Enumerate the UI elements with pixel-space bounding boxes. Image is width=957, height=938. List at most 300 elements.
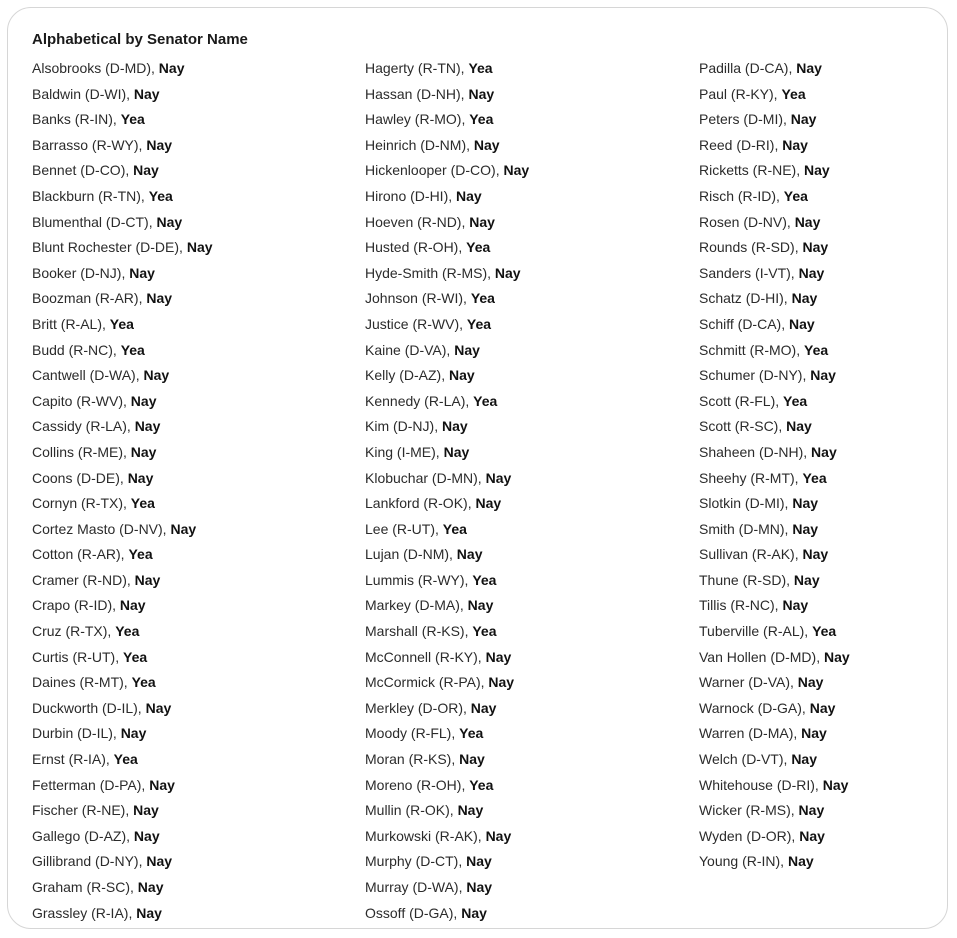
senator-entry: [699, 519, 850, 545]
senator-name: Hagerty (R-TN),: [365, 60, 469, 76]
vote-value: Nay: [134, 418, 161, 435]
senator-name: Moody (R-FL),: [365, 725, 460, 742]
vote-value: Nay: [793, 571, 820, 588]
senator-entry: [365, 698, 529, 724]
senator-entry: [32, 160, 213, 186]
vote-value: Nay: [137, 879, 164, 895]
senator-entry: [699, 698, 850, 724]
vote-value: Nay: [449, 367, 475, 384]
senator-name: Rounds (R-SD),: [699, 239, 803, 256]
senator-entry: [699, 570, 850, 596]
senator-name: Warner (D-VA),: [699, 674, 798, 691]
vote-value: Yea: [466, 239, 491, 256]
vote-value: Nay: [782, 597, 809, 614]
vote-value: Nay: [146, 290, 173, 307]
senator-name: Lujan (D-NM),: [365, 546, 457, 563]
senator-entry: [32, 365, 213, 391]
senator-entry: [365, 519, 529, 545]
senator-entry: [365, 263, 529, 289]
senator-entry: [32, 391, 213, 417]
senator-entry: [32, 851, 213, 877]
vote-value: Nay: [796, 60, 822, 76]
vote-value: Nay: [802, 239, 829, 256]
vote-value: Nay: [468, 85, 495, 102]
senator-name: Marshall (R-KS),: [365, 623, 473, 640]
senator-name: Hawley (R-MO),: [365, 111, 470, 128]
senator-entry: [699, 723, 850, 749]
senator-entry: [699, 109, 850, 135]
senator-name: Markey (D-MA),: [365, 597, 468, 614]
senator-entry: [699, 749, 850, 775]
vote-value: Nay: [485, 827, 512, 844]
senator-name: Blackburn (R-TN),: [32, 187, 149, 204]
senator-name: Sullivan (R-AK),: [699, 546, 803, 563]
vote-value: Yea: [472, 571, 497, 588]
senator-name: Moreno (R-OH),: [365, 776, 470, 793]
senator-entry: [699, 775, 850, 801]
senator-name: Young (R-IN),: [699, 853, 788, 870]
senator-name: Blunt Rochester (D-DE),: [32, 239, 187, 256]
senator-name: Schatz (D-HI),: [699, 290, 792, 307]
senator-entry: [32, 519, 213, 545]
senator-entry: [365, 595, 529, 621]
vote-value: Nay: [443, 443, 470, 460]
vote-value: Nay: [133, 162, 159, 179]
vote-value: Nay: [791, 290, 818, 307]
senator-name: Rosen (D-NV),: [699, 213, 795, 230]
senator-name: Murkowski (R-AK),: [365, 827, 486, 844]
senator-name: Coons (D-DE),: [32, 469, 128, 486]
senator-name: Van Hollen (D-MD),: [699, 648, 824, 665]
senator-entry: [699, 468, 850, 494]
senator-entry: [32, 263, 213, 289]
list-title: Alphabetical by Senator Name: [32, 31, 248, 48]
senator-entry: [699, 84, 850, 110]
vote-value: Yea: [113, 751, 138, 768]
senator-entry: [365, 877, 529, 903]
senator-name: Klobuchar (D-MN),: [365, 469, 486, 486]
vote-value: Nay: [129, 264, 155, 281]
vote-value: Nay: [127, 469, 154, 486]
senator-name: Paul (R-KY),: [699, 85, 782, 102]
senator-entry: [365, 391, 529, 417]
senator-entry: [365, 749, 529, 775]
senator-name: Duckworth (D-IL),: [32, 699, 146, 716]
vote-value: Nay: [143, 367, 170, 384]
vote-value: Nay: [146, 853, 173, 870]
senator-entry: [365, 314, 529, 340]
vote-value: Nay: [133, 85, 160, 102]
senator-name: King (I-ME),: [365, 443, 444, 460]
senator-name: Warren (D-MA),: [699, 725, 802, 742]
senator-entry: [32, 84, 213, 110]
senator-name: Crapo (R-ID),: [32, 597, 120, 614]
senator-entry: [699, 672, 850, 698]
vote-value: Nay: [797, 674, 824, 691]
senator-entry: [365, 186, 529, 212]
senator-entry: [32, 723, 213, 749]
senator-name: Durbin (D-IL),: [32, 725, 121, 742]
senator-entry: [32, 109, 213, 135]
senator-name: Fetterman (D-PA),: [32, 776, 150, 793]
senator-column-1: [32, 58, 213, 928]
vote-value: Nay: [792, 520, 819, 537]
senator-name: Smith (D-MN),: [699, 520, 793, 537]
senator-entry: [699, 186, 850, 212]
vote-value: Nay: [454, 341, 480, 358]
senator-name: Boozman (R-AR),: [32, 290, 147, 307]
senator-name: Warnock (D-GA),: [699, 699, 810, 716]
vote-value: Yea: [804, 341, 829, 358]
senator-name: Budd (R-NC),: [32, 341, 121, 358]
senator-name: Peters (D-MI),: [699, 111, 791, 128]
senator-entry: [699, 851, 850, 877]
senator-name: Cramer (R-ND),: [32, 571, 135, 588]
senator-name: Collins (R-ME),: [32, 443, 131, 460]
senator-name: Merkley (D-OR),: [365, 699, 471, 716]
senator-entry: [32, 544, 213, 570]
senator-name: Tillis (R-NC),: [699, 597, 783, 614]
vote-value: Nay: [790, 111, 817, 128]
senator-name: Graham (R-SC),: [32, 879, 138, 895]
senator-name: Ossoff (D-GA),: [365, 904, 462, 921]
vote-value: Yea: [802, 469, 827, 486]
senator-name: Moran (R-KS),: [365, 751, 460, 768]
senator-name: Blumenthal (D-CT),: [32, 213, 157, 230]
vote-value: Yea: [469, 111, 494, 128]
senator-name: Wicker (R-MS),: [699, 802, 799, 819]
vote-value: Nay: [787, 853, 814, 870]
senator-name: Johnson (R-WI),: [365, 290, 471, 307]
vote-value: Yea: [131, 674, 156, 691]
senator-entry: [32, 58, 213, 84]
vote-value: Nay: [488, 674, 515, 691]
vote-value: Nay: [503, 162, 530, 179]
senator-entry: [699, 621, 850, 647]
vote-value: Yea: [128, 546, 153, 563]
senator-entry: [32, 212, 213, 238]
vote-value: Nay: [170, 520, 197, 537]
senator-entry: [365, 621, 529, 647]
senator-name: Schiff (D-CA),: [699, 315, 789, 332]
senator-name: Kelly (D-AZ),: [365, 367, 449, 384]
vote-value: Yea: [120, 341, 145, 358]
senator-name: Barrasso (R-WY),: [32, 136, 147, 153]
senator-name: Scott (R-SC),: [699, 418, 787, 435]
senator-name: Capito (R-WV),: [32, 392, 131, 409]
senator-entry: [699, 365, 850, 391]
vote-value: Nay: [782, 136, 808, 153]
senator-entry: [699, 800, 850, 826]
senator-entry: [365, 288, 529, 314]
senator-entry: [32, 186, 213, 212]
vote-value: Nay: [442, 418, 468, 435]
senator-name: Alsobrooks (D-MD),: [32, 60, 159, 76]
vote-value: Nay: [134, 571, 161, 588]
vote-value: Nay: [133, 827, 160, 844]
vote-value: Nay: [822, 776, 849, 793]
senator-name: Schumer (D-NY),: [699, 367, 811, 384]
vote-value: Yea: [466, 315, 492, 332]
senator-entry: [365, 416, 529, 442]
senator-entry: [699, 160, 850, 186]
senator-name: Thune (R-SD),: [699, 571, 794, 588]
vote-value: Nay: [792, 495, 819, 512]
senator-entry: [365, 58, 529, 84]
senator-name: McCormick (R-PA),: [365, 674, 489, 691]
senator-name: Lankford (R-OK),: [365, 495, 476, 512]
senator-entry: [699, 314, 850, 340]
senator-entry: [365, 468, 529, 494]
senator-entry: [32, 314, 213, 340]
senator-name: Padilla (D-CA),: [699, 60, 797, 76]
vote-value: Nay: [804, 162, 830, 179]
senator-entry: [365, 826, 529, 852]
senator-entry: [32, 340, 213, 366]
senator-entry: [365, 365, 529, 391]
vote-value: Yea: [123, 648, 148, 665]
vote-value: Nay: [457, 802, 484, 819]
senator-entry: [32, 826, 213, 852]
vote-value: Nay: [130, 392, 157, 409]
vote-value: Nay: [456, 546, 483, 563]
senator-entry: [365, 160, 529, 186]
senator-name: Kim (D-NJ),: [365, 418, 442, 435]
senator-column-2: [365, 58, 529, 928]
senator-entry: [32, 877, 213, 903]
vote-value: Nay: [120, 725, 147, 742]
senator-entry: [699, 826, 850, 852]
senator-name: Grassley (R-IA),: [32, 904, 137, 921]
vote-value: Yea: [469, 776, 494, 793]
vote-value: Nay: [156, 213, 183, 230]
senator-name: Welch (D-VT),: [699, 751, 792, 768]
senator-entry: [699, 135, 850, 161]
senator-name: Hickenlooper (D-CO),: [365, 162, 504, 179]
senator-entry: [32, 237, 213, 263]
vote-value: Nay: [149, 776, 175, 793]
vote-value: Yea: [472, 623, 497, 640]
vote-value: Nay: [469, 213, 495, 230]
senator-name: Daines (R-MT),: [32, 674, 132, 691]
vote-value: Nay: [146, 136, 173, 153]
senator-entry: [32, 800, 213, 826]
vote-value: Nay: [158, 60, 185, 76]
vote-value: Nay: [459, 751, 485, 768]
senator-entry: [32, 698, 213, 724]
senator-name: Whitehouse (D-RI),: [699, 776, 823, 793]
vote-value: Nay: [466, 879, 493, 895]
vote-value: Nay: [788, 315, 815, 332]
senator-column-3: [699, 58, 850, 877]
vote-value: Yea: [109, 315, 134, 332]
senator-list-card: [7, 7, 948, 929]
senator-entry: [699, 595, 850, 621]
senator-entry: [699, 416, 850, 442]
senator-name: Ernst (R-IA),: [32, 751, 114, 768]
senator-name: Murphy (D-CT),: [365, 853, 467, 870]
senator-name: Gallego (D-AZ),: [32, 827, 134, 844]
senator-name: Cruz (R-TX),: [32, 623, 116, 640]
senator-entry: [32, 647, 213, 673]
senator-entry: [32, 595, 213, 621]
senator-name: Bennet (D-CO),: [32, 162, 134, 179]
senator-entry: [699, 493, 850, 519]
senator-name: Cotton (R-AR),: [32, 546, 129, 563]
vote-value: Nay: [136, 904, 162, 921]
senator-entry: [365, 903, 529, 929]
senator-name: Curtis (R-UT),: [32, 648, 123, 665]
senator-name: Hoeven (R-ND),: [365, 213, 470, 230]
senator-entry: [32, 468, 213, 494]
vote-value: Yea: [148, 187, 173, 204]
senator-entry: [365, 84, 529, 110]
senator-entry: [699, 237, 850, 263]
senator-entry: [32, 672, 213, 698]
vote-value: Nay: [791, 751, 817, 768]
vote-value: Nay: [824, 648, 850, 665]
vote-value: Yea: [783, 187, 808, 204]
vote-value: Nay: [810, 367, 836, 384]
senator-name: Hassan (D-NH),: [365, 85, 469, 102]
vote-value: Nay: [467, 597, 494, 614]
senator-entry: [365, 570, 529, 596]
vote-value: Nay: [456, 187, 482, 204]
senator-name: McConnell (R-KY),: [365, 648, 486, 665]
senator-name: Sheehy (R-MT),: [699, 469, 803, 486]
vote-value: Yea: [120, 111, 145, 128]
vote-value: Nay: [470, 699, 497, 716]
vote-value: Nay: [119, 597, 146, 614]
senator-name: Lee (R-UT),: [365, 520, 443, 537]
senator-entry: [365, 493, 529, 519]
senator-entry: [365, 442, 529, 468]
vote-value: Nay: [794, 213, 821, 230]
vote-value: Yea: [470, 290, 495, 307]
vote-value: Nay: [802, 546, 829, 563]
vote-value: Nay: [130, 443, 157, 460]
senator-name: Cornyn (R-TX),: [32, 495, 131, 512]
senator-name: Schmitt (R-MO),: [699, 341, 804, 358]
senator-name: Hirono (D-HI),: [365, 187, 457, 204]
senator-entry: [32, 749, 213, 775]
senator-name: Wyden (D-OR),: [699, 827, 800, 844]
vote-value: Yea: [781, 85, 806, 102]
senator-entry: [365, 135, 529, 161]
senator-entry: [365, 851, 529, 877]
senator-name: Cantwell (D-WA),: [32, 367, 144, 384]
senator-name: Fischer (R-NE),: [32, 802, 134, 819]
vote-value: Nay: [466, 853, 492, 870]
senator-name: Heinrich (D-NM),: [365, 136, 474, 153]
senator-entry: [365, 340, 529, 366]
senator-name: Cassidy (R-LA),: [32, 418, 135, 435]
senator-entry: [32, 442, 213, 468]
senator-entry: [32, 493, 213, 519]
senator-name: Baldwin (D-WI),: [32, 85, 134, 102]
senator-entry: [365, 109, 529, 135]
senator-name: Cortez Masto (D-NV),: [32, 520, 171, 537]
senator-name: Murray (D-WA),: [365, 879, 467, 895]
senator-entry: [699, 544, 850, 570]
senator-entry: [365, 237, 529, 263]
senator-entry: [32, 135, 213, 161]
vote-value: Yea: [442, 520, 467, 537]
senator-name: Justice (R-WV),: [365, 315, 467, 332]
senator-entry: [365, 775, 529, 801]
senator-entry: [699, 442, 850, 468]
vote-value: Yea: [130, 495, 155, 512]
senator-name: Britt (R-AL),: [32, 315, 110, 332]
senator-entry: [699, 212, 850, 238]
senator-entry: [32, 570, 213, 596]
senator-entry: [365, 212, 529, 238]
vote-value: Nay: [798, 264, 825, 281]
senator-entry: [365, 672, 529, 698]
senator-name: Scott (R-FL),: [699, 392, 784, 409]
vote-value: Nay: [809, 699, 836, 716]
senator-name: Risch (R-ID),: [699, 187, 784, 204]
senator-name: Gillibrand (D-NY),: [32, 853, 147, 870]
vote-value: Nay: [801, 725, 827, 742]
vote-value: Yea: [115, 623, 140, 640]
senator-name: Lummis (R-WY),: [365, 571, 473, 588]
vote-value: Nay: [145, 699, 172, 716]
senator-entry: [365, 544, 529, 570]
senator-name: Kennedy (R-LA),: [365, 392, 474, 409]
vote-value: Yea: [812, 623, 837, 640]
senator-name: Husted (R-OH),: [365, 239, 467, 256]
vote-value: Yea: [783, 392, 808, 409]
vote-value: Yea: [468, 60, 493, 76]
senator-entry: [32, 416, 213, 442]
vote-value: Nay: [798, 802, 825, 819]
senator-name: Mullin (R-OK),: [365, 802, 458, 819]
senator-name: Tuberville (R-AL),: [699, 623, 813, 640]
vote-value: Nay: [494, 264, 521, 281]
vote-value: Yea: [459, 725, 484, 742]
senator-entry: [32, 288, 213, 314]
vote-value: Nay: [811, 443, 837, 460]
vote-value: Nay: [485, 469, 512, 486]
vote-value: Nay: [485, 648, 512, 665]
vote-value: Nay: [461, 904, 487, 921]
senator-entry: [365, 800, 529, 826]
vote-value: Nay: [799, 827, 825, 844]
senator-entry: [365, 647, 529, 673]
senator-name: Kaine (D-VA),: [365, 341, 455, 358]
senator-name: Sanders (I-VT),: [699, 264, 799, 281]
senator-name: Booker (D-NJ),: [32, 264, 130, 281]
vote-value: Nay: [133, 802, 159, 819]
senator-name: Shaheen (D-NH),: [699, 443, 812, 460]
vote-value: Nay: [786, 418, 812, 435]
senator-name: Reed (D-RI),: [699, 136, 783, 153]
vote-value: Nay: [473, 136, 500, 153]
senator-entry: [699, 58, 850, 84]
senator-entry: [365, 723, 529, 749]
senator-name: Hyde-Smith (R-MS),: [365, 264, 495, 281]
senator-entry: [32, 775, 213, 801]
senator-name: Ricketts (R-NE),: [699, 162, 804, 179]
senator-entry: [699, 340, 850, 366]
senator-entry: [699, 391, 850, 417]
senator-entry: [699, 263, 850, 289]
senator-entry: [32, 621, 213, 647]
senator-name: Banks (R-IN),: [32, 111, 121, 128]
senator-name: Slotkin (D-MI),: [699, 495, 793, 512]
senator-entry: [699, 288, 850, 314]
